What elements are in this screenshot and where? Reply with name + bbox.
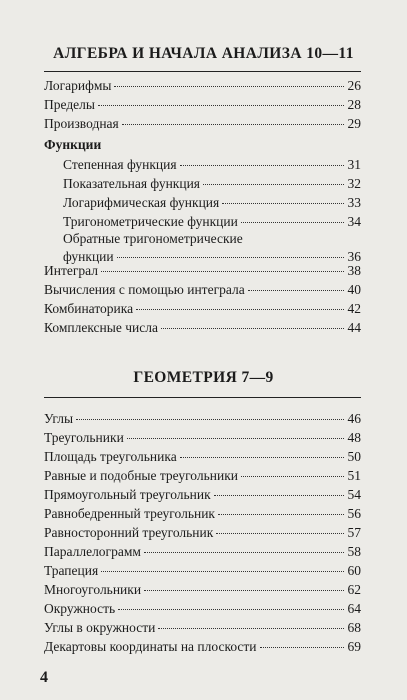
toc-geometry (44, 409, 361, 656)
toc-entry: Тригонометрические функции 34 (63, 214, 361, 229)
toc-entry: Комплексные числа 44 (44, 320, 361, 335)
leader-dots (76, 419, 344, 420)
toc-entry: Углы в окружности 68 (44, 620, 361, 635)
toc-entry: Равные и подобные треугольники 51 (44, 468, 361, 483)
leader-dots (203, 184, 344, 185)
leader-dots (241, 222, 344, 223)
toc-entry: Логарифмическая функция 33 (63, 195, 361, 210)
toc-entry: Равносторонний треугольник 57 (44, 525, 361, 540)
toc-entry: Параллелограмм 58 (44, 544, 361, 559)
toc-entry: Производная 29 (44, 116, 361, 131)
leader-dots (216, 533, 344, 534)
leader-dots (248, 290, 344, 291)
leader-dots (218, 514, 344, 515)
toc-entry: Логарифмы 26 (44, 78, 361, 93)
section-rule-algebra (44, 71, 361, 72)
toc-entry: Показательная функция 32 (63, 176, 361, 191)
leader-dots (136, 309, 344, 310)
section-title-algebra: АЛГЕБРА И НАЧАЛА АНАЛИЗА 10—11 (53, 45, 354, 62)
page-number: 4 (40, 669, 48, 686)
toc-entry: Декартовы координаты на плоскости 69 (44, 639, 361, 654)
toc-entry-wrapped-line: Обратные тригонометрические (63, 231, 243, 246)
leader-dots (222, 203, 344, 204)
leader-dots (118, 609, 344, 610)
leader-dots (101, 571, 344, 572)
toc-entry: Интеграл 38 (44, 263, 361, 278)
toc-entry: Вычисления с помощью интеграла 40 (44, 282, 361, 297)
leader-dots (158, 628, 344, 629)
toc-entry: функции 36 (63, 249, 361, 264)
leader-dots (114, 86, 344, 87)
section-title-geometry: ГЕОМЕТРИЯ 7—9 (133, 369, 274, 386)
leader-dots (241, 476, 344, 477)
leader-dots (122, 124, 344, 125)
toc-entry: Углы 46 (44, 411, 361, 426)
leader-dots (260, 647, 344, 648)
toc-entry: Окружность 64 (44, 601, 361, 616)
leader-dots (214, 495, 344, 496)
toc-functions-group (44, 135, 361, 266)
toc-algebra-bottom (44, 261, 361, 337)
toc-algebra-top (44, 76, 361, 133)
toc-entry: Многоугольники 62 (44, 582, 361, 597)
toc-entry: Прямоугольный треугольник 54 (44, 487, 361, 502)
leader-dots (161, 328, 344, 329)
toc-entry: Площадь треугольника 50 (44, 449, 361, 464)
toc-entry: Пределы 28 (44, 97, 361, 112)
toc-entry: Равнобедренный треугольник 56 (44, 506, 361, 521)
leader-dots (101, 271, 344, 272)
toc-entry: Трапеция 60 (44, 563, 361, 578)
toc-entry: Комбинаторика 42 (44, 301, 361, 316)
leader-dots (127, 438, 344, 439)
functions-heading: Функции (44, 137, 102, 152)
leader-dots (144, 590, 344, 591)
leader-dots (180, 165, 344, 166)
leader-dots (98, 105, 344, 106)
leader-dots (117, 257, 344, 258)
leader-dots (180, 457, 344, 458)
leader-dots (144, 552, 344, 553)
toc-entry: Степенная функция 31 (63, 157, 361, 172)
section-rule-geometry (44, 397, 361, 398)
toc-entry: Треугольники 48 (44, 430, 361, 445)
